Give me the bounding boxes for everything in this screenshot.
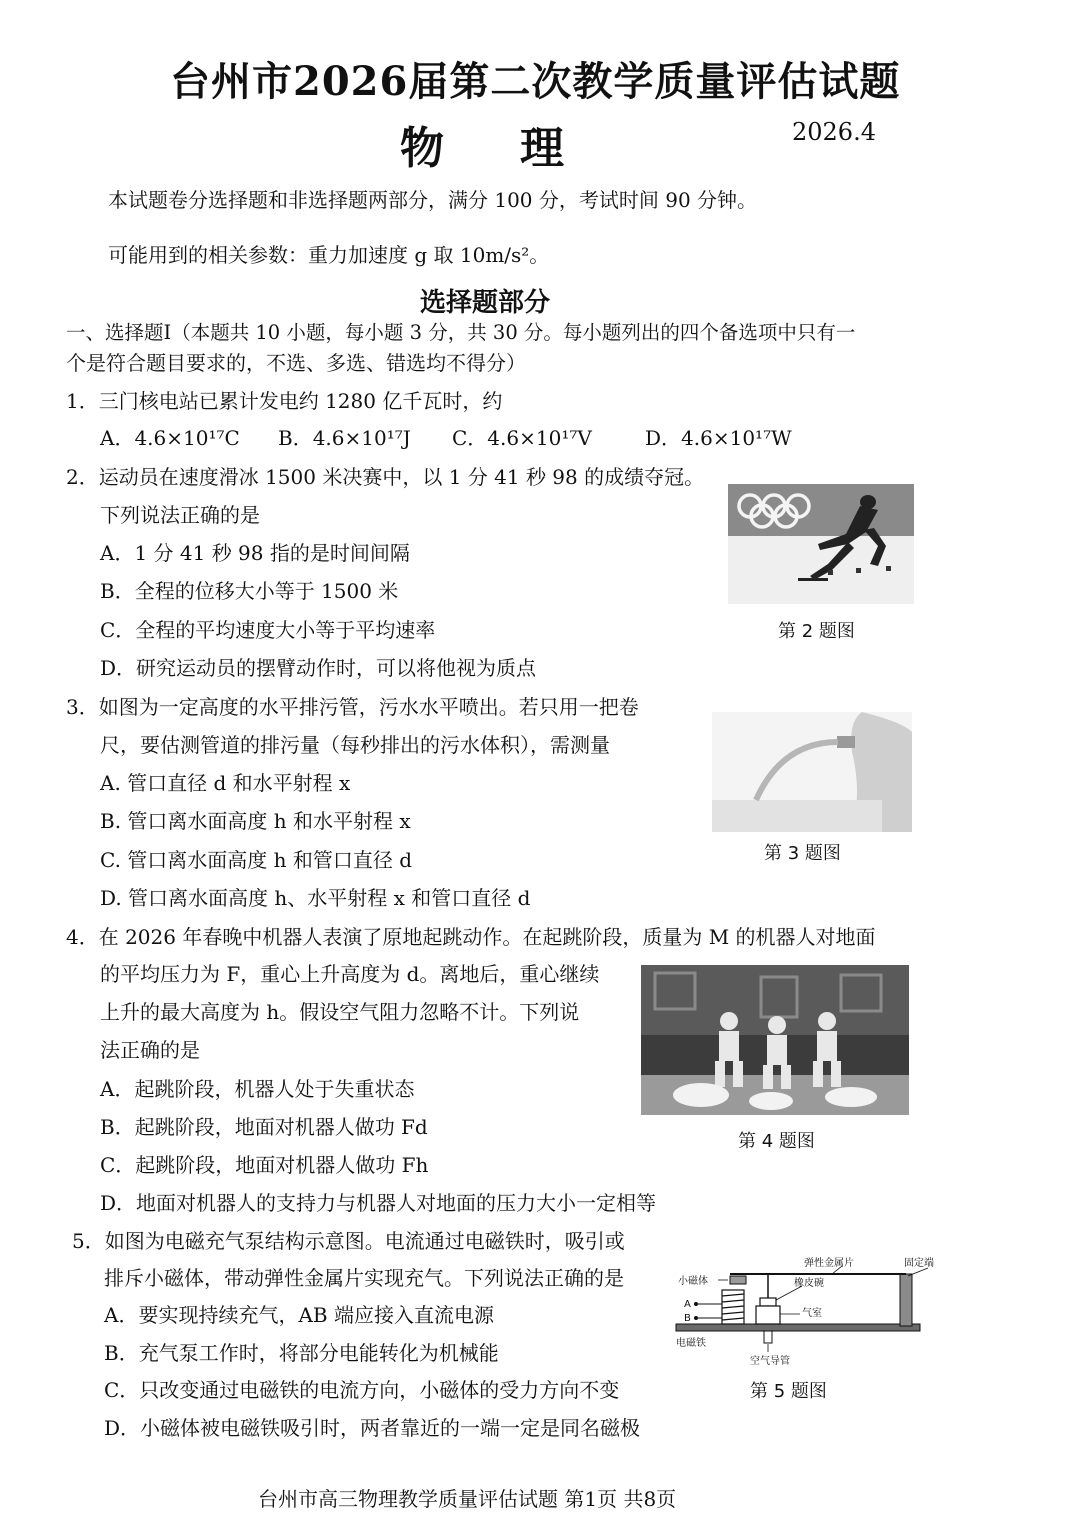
- q3-sewage-pipe-photo: [712, 712, 912, 832]
- section-instruction-1: 一、选择题Ⅰ（本题共 10 小题，每小题 3 分，共 30 分。每小题列出的四个备选项中只有一: [66, 321, 856, 344]
- q3-option-b: B. 管口离水面高度 h 和水平射程 x: [100, 809, 411, 833]
- q2-figure-caption: 第 2 题图: [778, 621, 855, 642]
- q2-stem-1: 2．运动员在速度滑冰 1500 米决赛中，以 1 分 41 秒 98 的成绩夺冠。: [66, 465, 705, 489]
- fig5-label-small-magnet: 小磁体: [678, 1276, 708, 1287]
- q1-stem: 1．三门核电站已累计发电约 1280 亿千瓦时，约: [66, 389, 503, 413]
- q1-option-b: B．4.6×10¹⁷J: [278, 426, 411, 450]
- exam-date: 2026.4: [792, 118, 876, 146]
- q2-option-b: B．全程的位移大小等于 1500 米: [100, 579, 399, 603]
- fig5-label-elastic-sheet: 弹性金属片: [804, 1258, 854, 1269]
- q1-option-d: D．4.6×10¹⁷W: [645, 426, 792, 450]
- q3-stem-2: 尺，要估测管道的排污量（每秒排出的污水体积），需测量: [100, 733, 610, 757]
- q5-option-a: A．要实现持续充气，AB 端应接入直流电源: [104, 1303, 494, 1327]
- q4-stem-2: 的平均压力为 F，重心上升高度为 d。离地后，重心继续: [100, 962, 600, 986]
- q1-option-a: A．4.6×10¹⁷C: [100, 426, 240, 450]
- fig5-label-terminal-b: B: [684, 1313, 691, 1324]
- q5-stem-2: 排斥小磁体，带动弹性金属片实现充气。下列说法正确的是: [104, 1266, 624, 1290]
- q3-option-a: A. 管口直径 d 和水平射程 x: [100, 771, 351, 795]
- q4-option-a: A．起跳阶段，机器人处于失重状态: [100, 1077, 415, 1101]
- q4-stem-3: 上升的最大高度为 h。假设空气阻力忽略不计。下列说: [100, 1000, 580, 1024]
- q5-figure-caption: 第 5 题图: [750, 1381, 827, 1402]
- q3-option-d: D. 管口离水面高度 h、水平射程 x 和管口直径 d: [100, 886, 531, 910]
- q2-option-c: C．全程的平均速度大小等于平均速率: [100, 618, 436, 642]
- q2-stem-2: 下列说法正确的是: [100, 503, 260, 527]
- q5-option-d: D．小磁体被电磁铁吸引时，两者靠近的一端一定是同名磁极: [104, 1416, 641, 1440]
- subject-title: [400, 112, 570, 176]
- q5-stem-1: 5．如图为电磁充气泵结构示意图。电流通过电磁铁时，吸引或: [72, 1229, 625, 1253]
- fig5-label-fixed-end: 固定端: [904, 1258, 934, 1269]
- page-footer: 台州市高三物理教学质量评估试题 第1页 共8页: [258, 1487, 677, 1511]
- subject-char-2: 理: [520, 123, 570, 174]
- q3-stem-1: 3．如图为一定高度的水平排污管，污水水平喷出。若只用一把卷: [66, 695, 639, 719]
- q4-figure-caption: 第 4 题图: [738, 1131, 815, 1152]
- q4-option-b: B．起跳阶段，地面对机器人做功 Fd: [100, 1115, 428, 1139]
- fig5-label-air-tube: 空气导管: [750, 1356, 790, 1367]
- fig5-label-air-chamber: 气室: [802, 1308, 822, 1319]
- fig5-label-electromagnet: 电磁铁: [676, 1338, 706, 1349]
- intro-line-1: 本试题卷分选择题和非选择题两部分，满分 100 分，考试时间 90 分钟。: [108, 188, 758, 212]
- q4-stem-1: 4．在 2026 年春晚中机器人表演了原地起跳动作。在起跳阶段，质量为 M 的机器人对地面: [66, 925, 876, 949]
- q2-option-d: D．研究运动员的摆臂动作时，可以将他视为质点: [100, 656, 537, 680]
- q1-option-c: C．4.6×10¹⁷V: [452, 426, 592, 450]
- q5-option-b: B．充气泵工作时，将部分电能转化为机械能: [104, 1341, 499, 1365]
- q5-option-c: C．只改变通过电磁铁的电流方向，小磁体的受力方向不变: [104, 1378, 620, 1402]
- q5-air-pump-diagram: [672, 1254, 942, 1372]
- section-title: 选择题部分: [420, 288, 551, 318]
- q2-figure-skater-photo: [728, 484, 914, 604]
- q3-option-c: C. 管口离水面高度 h 和管口直径 d: [100, 848, 413, 872]
- subject-char-1: 物: [400, 123, 450, 174]
- q4-option-c: C．起跳阶段，地面对机器人做功 Fh: [100, 1153, 429, 1177]
- fig5-label-terminal-a: A: [684, 1299, 691, 1310]
- q2-option-a: A．1 分 41 秒 98 指的是时间间隔: [100, 541, 410, 565]
- q3-figure-caption: 第 3 题图: [764, 843, 841, 864]
- q4-stem-4: 法正确的是: [100, 1038, 200, 1062]
- q4-robot-photo: [641, 965, 909, 1115]
- fig5-label-rubber-bowl: 橡皮碗: [794, 1278, 824, 1289]
- exam-title: 台州市2026届第二次教学质量评估试题: [170, 58, 901, 105]
- section-instruction-2: 个是符合题目要求的，不选、多选、错选均不得分）: [66, 351, 526, 375]
- intro-line-2: 可能用到的相关参数：重力加速度 g 取 10m/s²。: [108, 243, 550, 267]
- q4-option-d: D．地面对机器人的支持力与机器人对地面的压力大小一定相等: [100, 1191, 657, 1215]
